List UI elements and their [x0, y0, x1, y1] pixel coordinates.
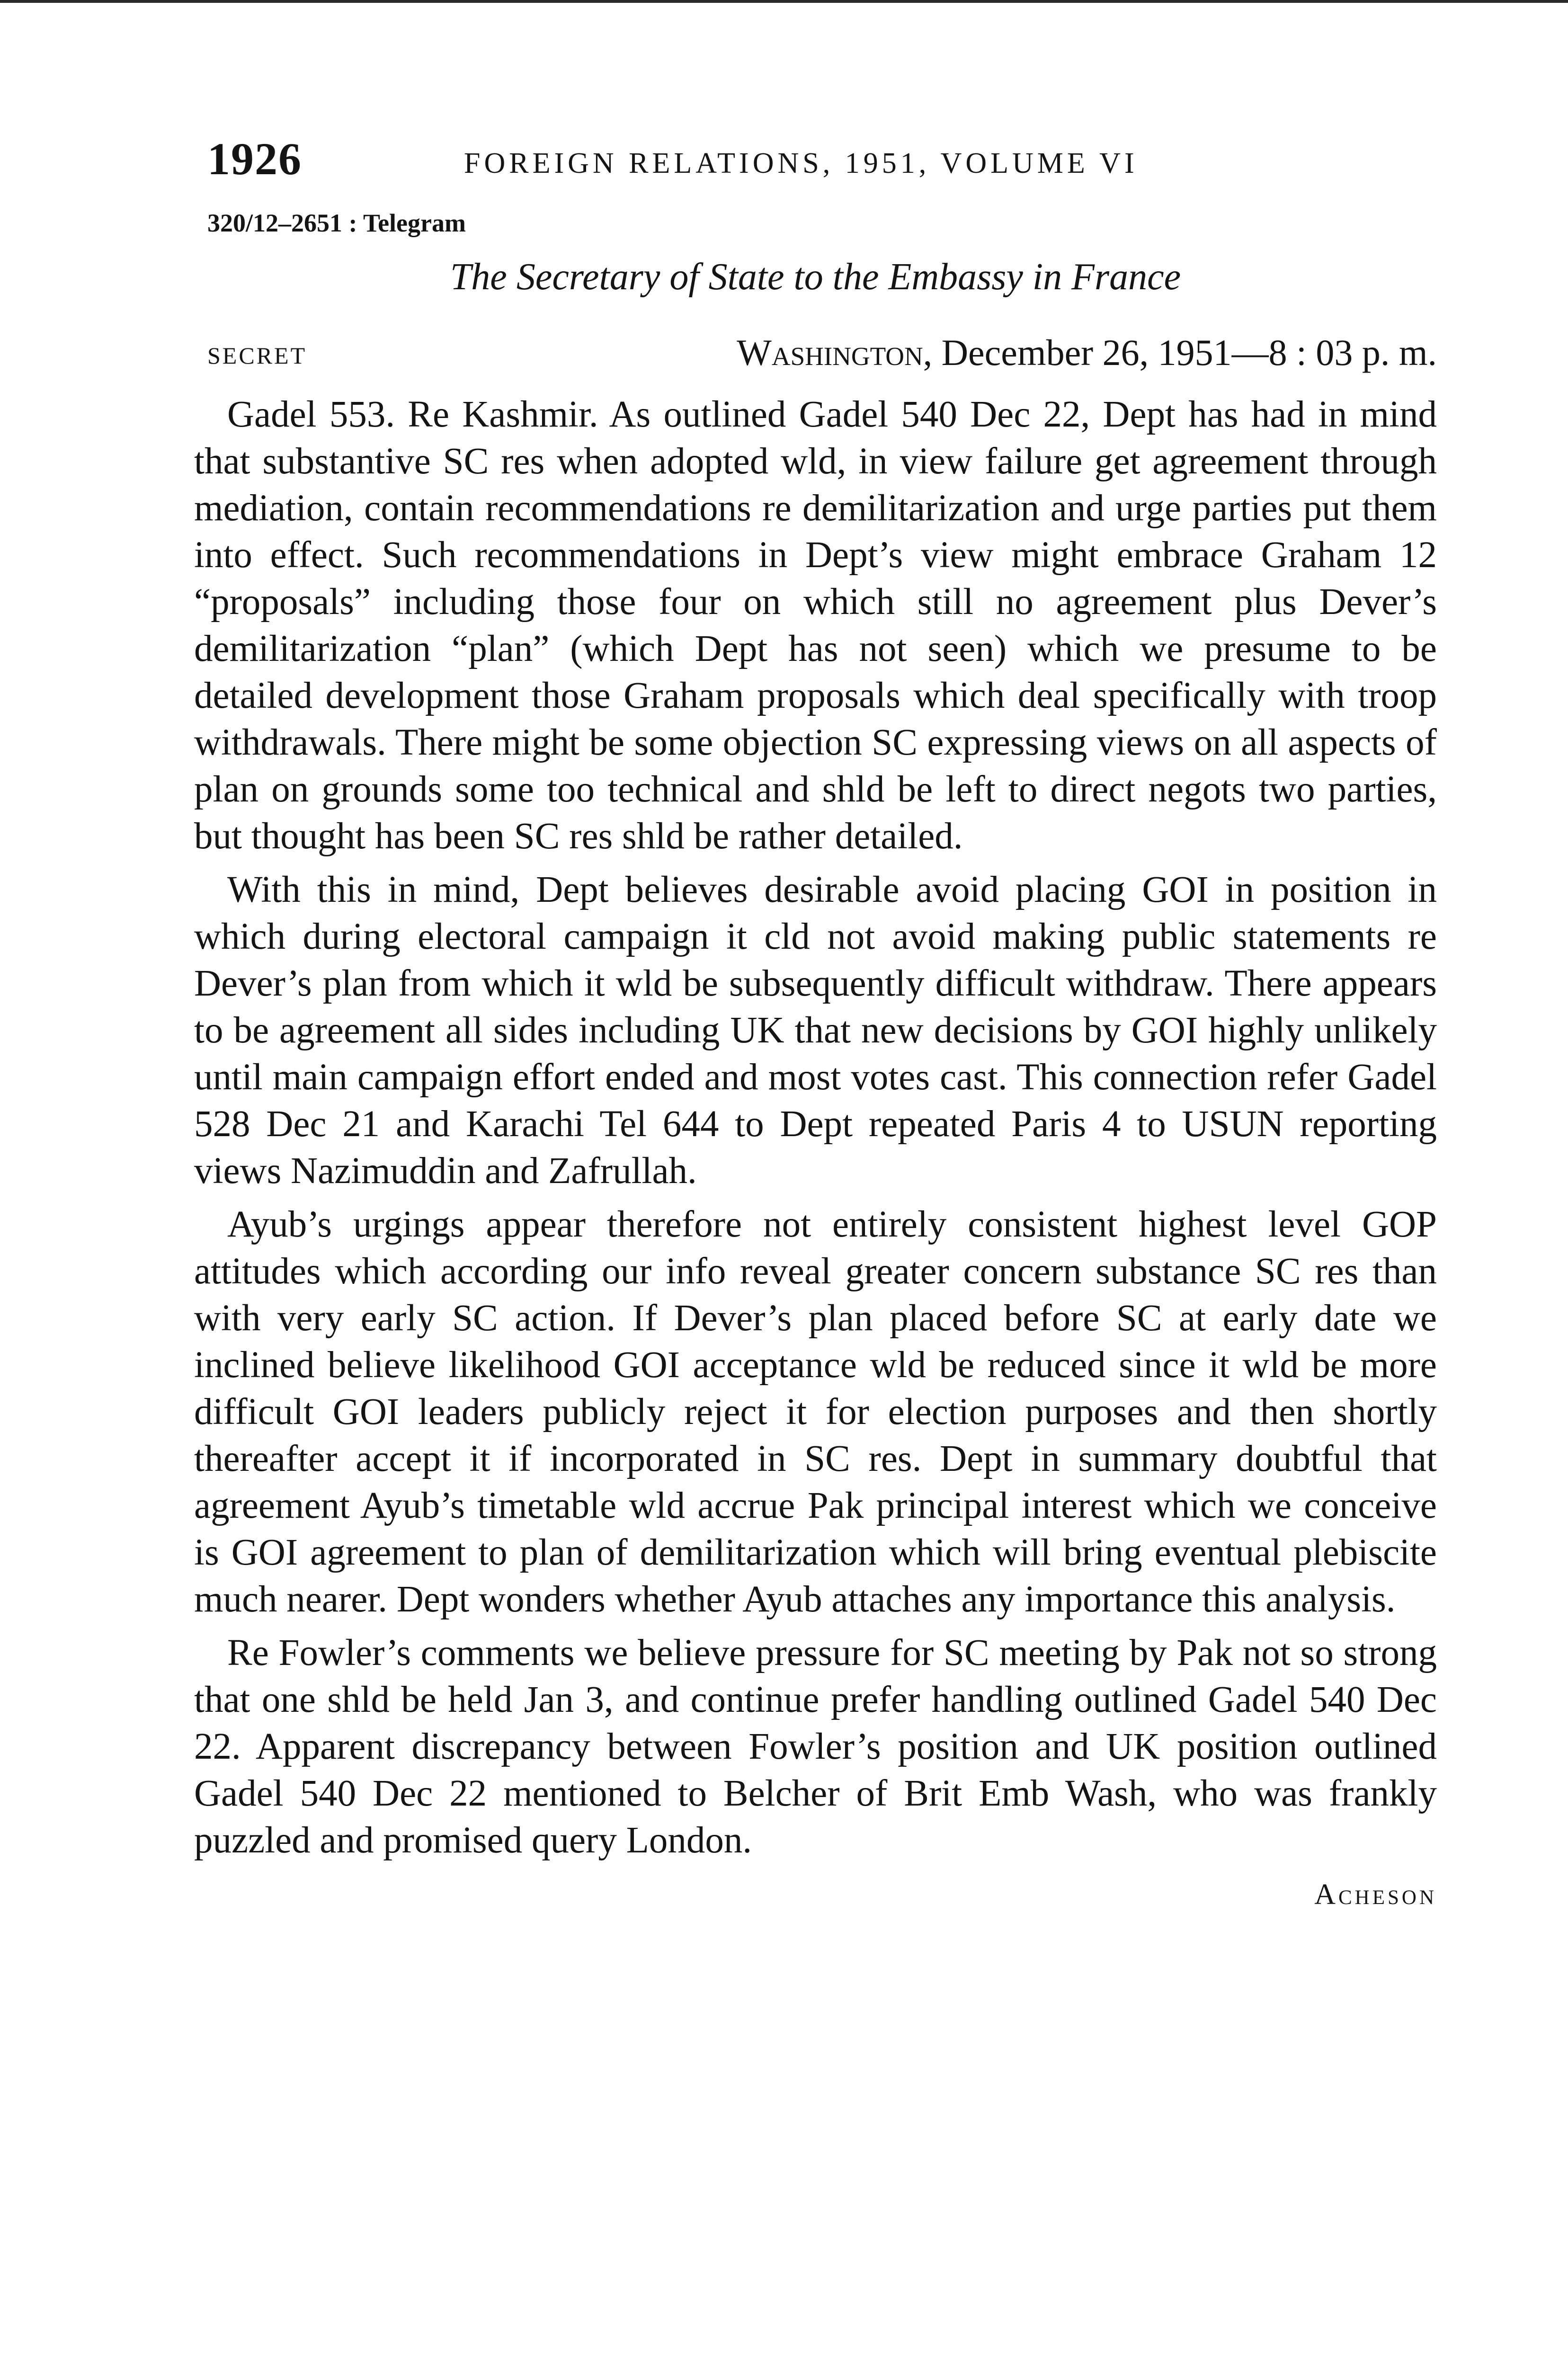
body-paragraph-1: Gadel 553. Re Kashmir. As outlined Gadel 540 Dec 22, Dept has had in mind that substantive SC res when adopted wld, in view failure get agreement through mediation, contain recommendations re demilitarization and urge parties put them into effect. Such recommendations in Dept’s view might embrace Graham 12 “proposals” including those four on which still no agreement plus Dever’s demilitarization “plan” (which Dept has not seen) which we presume to be detailed development those Graham proposals which deal specifically with troop withdrawals. There might be some objection SC expressing views on all aspects of plan on grounds some too technical and shld be left to direct negots two parties, but thought has been SC res shld be rather detailed.	[194, 394, 1437, 857]
page-top-rule	[0, 0, 1568, 3]
page-number: 1926	[207, 133, 302, 184]
body-paragraph-2: With this in mind, Dept believes desirable avoid placing GOI in position in which during electoral campaign it cld not avoid making public statements re Dever’s plan from which it wld be subsequently difficult withdraw. There appears to be agreement all sides including UK that new decisions by GOI highly unlikely until main campaign effort ended and most votes cast. This connection refer Gadel 528 Dec 21 and Karachi Tel 644 to Dept repeated Paris 4 to USUN reporting views Nazimuddin and Zafrullah.	[194, 869, 1437, 1192]
place-and-date	[737, 331, 1437, 374]
body-paragraph-4: Re Fowler’s comments we believe pressure for SC meeting by Pak not so strong that one shld be held Jan 3, and continue prefer handling outlined Gadel 540 Dec 22. Apparent discrepancy between Fowler’s position and UK position outlined Gadel 540 Dec 22 mentioned to Belcher of Brit Emb Wash, who was frankly puzzled and promised query London.	[194, 1632, 1437, 1861]
dateline	[194, 331, 1437, 388]
signature: Acheson	[1314, 1878, 1437, 1911]
running-title: FOREIGN RELATIONS, 1951, VOLUME VI	[464, 147, 1138, 179]
dateline-place: Washington	[737, 332, 923, 373]
dateline-date: , December 26, 1951—8 : 03 p. m.	[923, 332, 1437, 373]
classification-marking: SECRET	[207, 342, 307, 369]
body-paragraph-3: Ayub’s urgings appear therefore not entirely consistent highest level GOP attitudes which according our info reveal greater concern substance SC res than with very early SC action. If Dever’s plan placed before SC at early date we inclined believe likelihood GOI acceptance wld be reduced since it wld be more difficult GOI leaders publicly reject it for election purposes and then shortly thereafter accept it if incorporated in SC res. Dept in summary doubtful that agreement Ayub’s timetable wld accrue Pak principal interest which we conceive is GOI agreement to plan of demilitarization which will bring eventual plebiscite much nearer. Dept wonders whether Ayub attaches any importance this analysis.	[194, 1204, 1437, 1620]
telegram-body	[194, 391, 1437, 1864]
file-reference: 320/12–2651 : Telegram	[207, 209, 466, 237]
document-title: The Secretary of State to the Embassy in France	[450, 256, 1181, 298]
document-page	[194, 133, 1437, 1912]
running-head	[194, 133, 1437, 199]
